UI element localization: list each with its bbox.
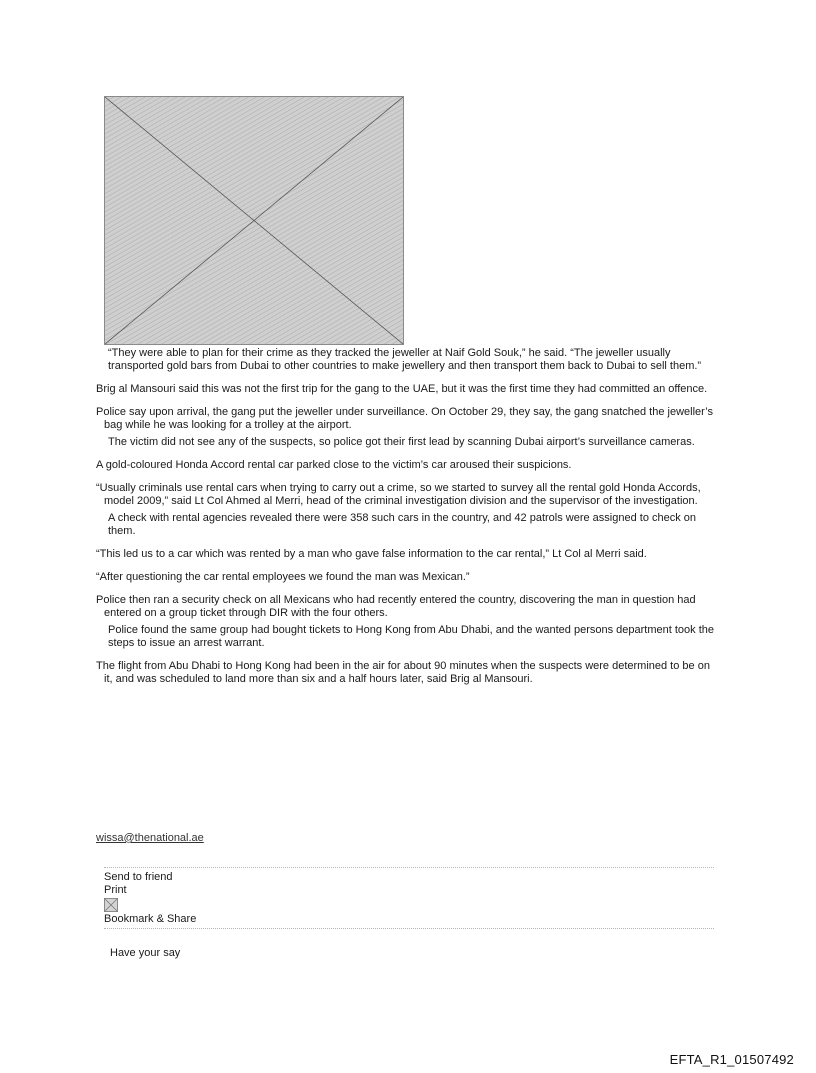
send-to-friend-link[interactable]: Send to friend (104, 871, 173, 883)
article-paragraph: “Usually criminals use rental cars when trying to carry out a crime, so we started to survey all the rental gold Honda Accords, model 2009,” said Lt Col Ahmed al Merri, head of the criminal investigation division and the supervisor of the investigation. (96, 482, 701, 507)
article-paragraph: “They were able to plan for their crime as they tracked the jeweller at Naif Gold Souk,” he said. “The jeweller usually transported gold bars from Dubai to other countries to make jewellery and then transport them back to Dubai to sell them.” (108, 347, 702, 372)
article-paragraph: A gold-coloured Honda Accord rental car parked close to the victim’s car aroused their suspicions. (96, 459, 572, 471)
article-paragraph: A check with rental agencies revealed there were 358 such cars in the country, and 42 patrols were assigned to check on them. (108, 512, 697, 537)
article-paragraph: The flight from Abu Dhabi to Hong Kong had been in the air for about 90 minutes when the suspects were determined to be on it, and was scheduled to land more than six and a half hours later, said Brig al Mansouri. (96, 660, 710, 685)
toolbox-bottom-rule (104, 913, 714, 929)
document-id: EFTA_R1_01507492 (669, 1052, 794, 1067)
print-link[interactable]: Print (104, 884, 127, 896)
article-paragraph: Police say upon arrival, the gang put the jeweller under surveillance. On October 29, they say, the gang snatched the jeweller’s bag while he was looking for a trolley at the airport. (96, 406, 713, 431)
broken-image-icon[interactable] (104, 898, 118, 912)
have-your-say-link[interactable]: Have your say (110, 947, 181, 959)
article-paragraph: “After questioning the car rental employees we found the man was Mexican.” (96, 571, 470, 583)
article-paragraph: Police then ran a security check on all Mexicans who had recently entered the country, discovering the man in question had entered on a group ticket through DIR with the four others. (96, 594, 696, 619)
broken-image-icon (105, 97, 403, 344)
author-email-link[interactable]: wissa@thenational.ae (96, 832, 204, 844)
article-paragraph: Brig al Mansouri said this was not the first trip for the gang to the UAE, but it was the first time they had committed an offence. (96, 383, 708, 395)
article-paragraph: The victim did not see any of the suspects, so police got their first lead by scanning Dubai airport’s surveillance cameras. (108, 436, 695, 448)
missing-image-placeholder (104, 96, 404, 345)
article-tools (104, 867, 714, 929)
article-body (96, 347, 716, 696)
article-paragraph: “This led us to a car which was rented by a man who gave false information to the car rental,” Lt Col al Merri said. (96, 548, 647, 560)
article-paragraph: Police found the same group had bought tickets to Hong Kong from Abu Dhabi, and the wanted persons department took the steps to issue an arrest warrant. (108, 624, 715, 649)
bookmark-share-link[interactable]: Bookmark & Share (104, 913, 197, 925)
